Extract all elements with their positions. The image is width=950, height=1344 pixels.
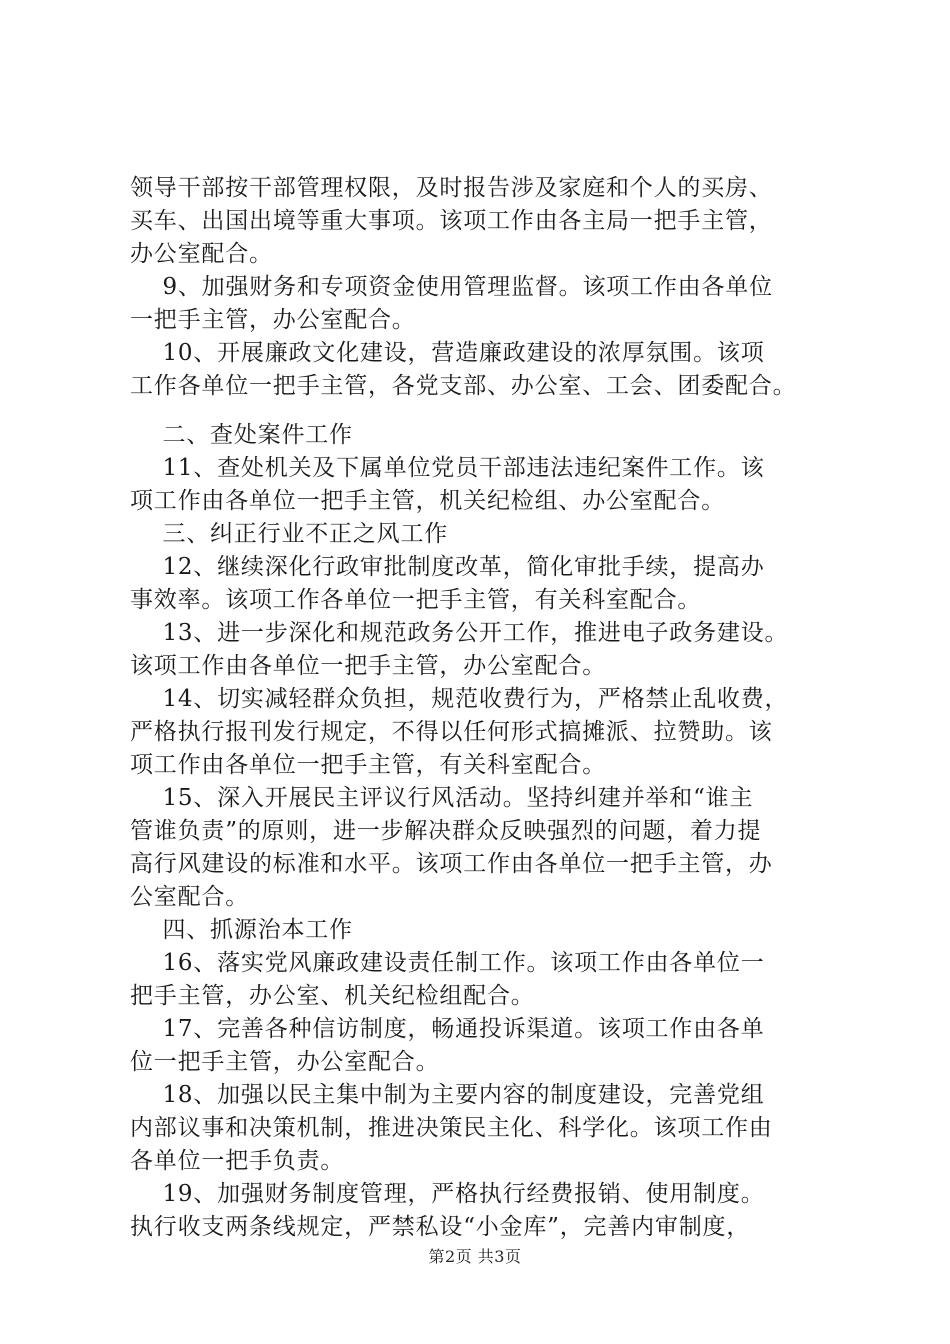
- paragraph-item-15: [130, 782, 830, 914]
- paragraph-continuation: [130, 172, 830, 271]
- text-line: 17、完善各种信访制度，畅通投诉渠道。该项工作由各单: [130, 1016, 765, 1042]
- section-heading-4: [130, 914, 830, 947]
- text-line: 9、加强财务和专项资金使用管理监督。该项工作由各单位: [130, 274, 773, 300]
- text-line: 10、开展廉政文化建设，营造廉政建设的浓厚氛围。该项: [130, 340, 765, 366]
- paragraph-item-19: [130, 1178, 830, 1244]
- page-footer: 第2页 共3页: [428, 1247, 522, 1266]
- text-line: 高行风建设的标准和水平。该项工作由各单位一把手主管，办: [130, 851, 773, 877]
- document-body: [130, 172, 830, 1244]
- text-line: 一把手主管，办公室配合。: [130, 307, 416, 333]
- text-line: 严格执行报刊发行规定，不得以任何形式搞摊派、拉赞助。该: [130, 719, 773, 745]
- text-line: 18、加强以民主集中制为主要内容的制度建设，完善党组: [130, 1082, 765, 1108]
- text-line: 各单位一把手负责。: [130, 1148, 345, 1174]
- text-line: 把手主管，办公室、机关纪检组配合。: [130, 983, 535, 1009]
- text-line: 办公室配合。: [130, 241, 273, 267]
- text-line: 四、抓源治本工作: [130, 917, 353, 943]
- paragraph-item-13: [130, 617, 830, 683]
- paragraph-item-12: [130, 551, 830, 617]
- text-line: 领导干部按干部管理权限，及时报告涉及家庭和个人的买房、: [130, 175, 773, 201]
- text-line: 事效率。该项工作各单位一把手主管，有关科室配合。: [130, 587, 702, 613]
- text-line: 该项工作由各单位一把手主管，办公室配合。: [130, 653, 606, 679]
- text-line: 管谁负责”的原则，进一步解决群众反映强烈的问题，着力提: [130, 818, 762, 844]
- paragraph-item-16: [130, 947, 830, 1013]
- text-line: 14、切实减轻群众负担，规范收费行为，严格禁止乱收费，: [130, 686, 789, 712]
- text-line: 16、落实党风廉政建设责任制工作。该项工作由各单位一: [130, 950, 765, 976]
- section-heading-2: [130, 419, 830, 452]
- paragraph-item-9: [130, 271, 830, 337]
- text-line: 19、加强财务制度管理，严格执行经费报销、使用制度。: [130, 1181, 765, 1207]
- text-line: 三、纠正行业不正之风工作: [130, 521, 449, 547]
- text-line: 12、继续深化行政审批制度改革，简化审批手续，提高办: [130, 554, 765, 580]
- text-line: 公室配合。: [130, 884, 249, 910]
- paragraph-item-14: [130, 683, 830, 782]
- text-line: 执行收支两条线规定，严禁私设“小金库”，完善内审制度，: [130, 1214, 751, 1240]
- text-line: 二、查处案件工作: [130, 422, 353, 448]
- paragraph-item-17: [130, 1013, 830, 1079]
- text-line: 项工作由各单位一把手主管，机关纪检组、办公室配合。: [130, 488, 725, 514]
- text-line: 买车、出国出境等重大事项。该项工作由各主局一把手主管，: [130, 208, 773, 234]
- paragraph-gap: [130, 403, 830, 419]
- text-line: 11、查处机关及下属单位党员干部违法违纪案件工作。该: [130, 455, 765, 481]
- text-line: 内部议事和决策机制，推进决策民主化、科学化。该项工作由: [130, 1115, 773, 1141]
- text-line: 位一把手主管，办公室配合。: [130, 1049, 440, 1075]
- text-line: 工作各单位一把手主管，各党支部、办公室、工会、团委配合。: [130, 373, 797, 399]
- text-line: 项工作由各单位一把手主管，有关科室配合。: [130, 752, 606, 778]
- section-heading-3: [130, 518, 830, 551]
- text-line: 15、深入开展民主评议行风活动。坚持纠建并举和“谁主: [130, 785, 754, 811]
- paragraph-item-11: [130, 452, 830, 518]
- text-line: 13、进一步深化和规范政务公开工作，推进电子政务建设。: [130, 620, 789, 646]
- paragraph-item-18: [130, 1079, 830, 1178]
- paragraph-item-10: [130, 337, 830, 403]
